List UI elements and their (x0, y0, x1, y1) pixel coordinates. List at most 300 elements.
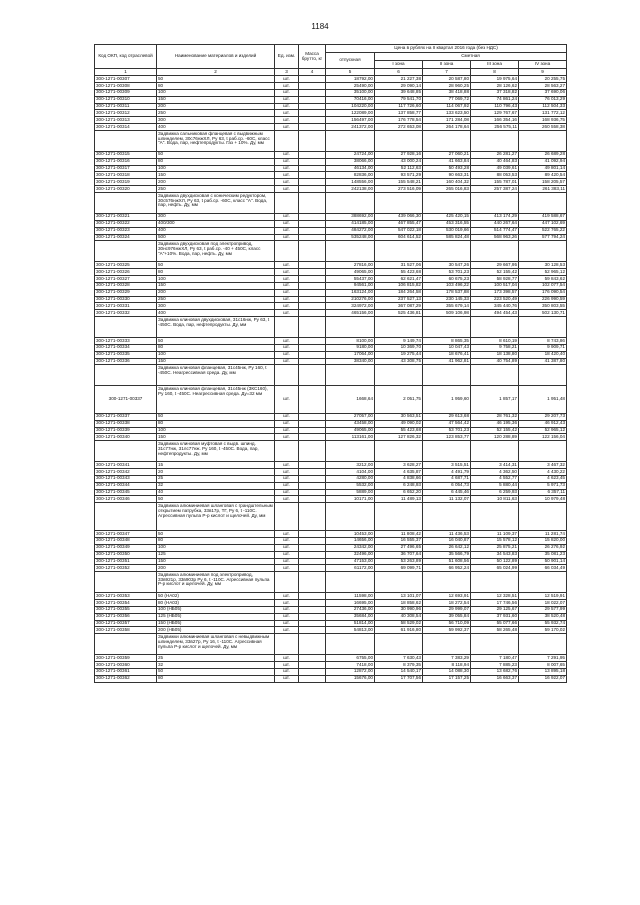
price-cell: 4 362,50 (471, 468, 519, 475)
price-cell: 32496,00 (326, 551, 375, 558)
price-cell: 24724,00 (326, 151, 375, 158)
code-cell: 300-1271-00325 (95, 262, 157, 269)
price-cell: 55 423,68 (375, 427, 423, 434)
price-cell (326, 317, 375, 338)
group-description: Задвижка двухдисковая с коническим редуктором, 30с576нжХЛ, Ру 63, t раб.ср. -60С, класс "А". Вода, пар, нефть. Ду, мм (157, 193, 275, 214)
table-row (95, 655, 567, 662)
price-cell: 17 707,56 (375, 675, 423, 682)
price-cell: 7 885,23 (471, 661, 519, 668)
price-cell: 49 039,61 (471, 165, 519, 172)
price-cell: 43 308,75 (375, 358, 423, 365)
table-row (95, 124, 567, 131)
code-cell: 300-1271-00339 (95, 427, 157, 434)
price-cell: 129 767,67 (471, 110, 519, 117)
table-row (95, 613, 567, 620)
price-cell: 76 013,29 (519, 96, 567, 103)
group-header-row (95, 441, 567, 462)
price-cell: 257 387,24 (471, 186, 519, 193)
price-cell: 465156,00 (326, 310, 375, 317)
name-cell: 50 (НА02) (157, 592, 275, 599)
price-cell: 106 815,82 (375, 282, 423, 289)
mass-cell (299, 661, 326, 668)
code-cell: 300-1271-00309 (95, 89, 157, 96)
price-cell: 18 858,62 (375, 599, 423, 606)
price-cell: 131 772,12 (519, 110, 567, 117)
price-cell: 31 527,06 (375, 262, 423, 269)
price-cell: 6755,00 (326, 655, 375, 662)
name-cell: 80 (157, 344, 275, 351)
price-cell (375, 634, 423, 655)
name-cell: 150 (157, 282, 275, 289)
price-cell: 15 578,12 (471, 537, 519, 544)
name-cell: 125 (НБ05) (157, 613, 275, 620)
unit-cell: шт. (275, 544, 299, 551)
price-cell: 158 205,57 (519, 179, 567, 186)
price-cell: 39 055,84 (423, 613, 471, 620)
group-description: Задвижка двухдисковая под электропривод, 30нс976нжХЛ, Ру 63, t раб.ср. -40 + 450С, класс "А"+10%. Вода, пар, нефть. Ду, мм (157, 241, 275, 262)
table-row (95, 544, 567, 551)
group-header-row (95, 503, 567, 531)
price-cell: 9 758,21 (471, 344, 519, 351)
code-cell: 300-1271-00332 (95, 310, 157, 317)
code-cell: 300-1271-00326 (95, 268, 157, 275)
price-cell: 137 858,77 (375, 110, 423, 117)
name-cell: 80 (157, 268, 275, 275)
mass-cell (299, 558, 326, 565)
unit-cell: шт. (275, 172, 299, 179)
price-cell: 156497,00 (326, 117, 375, 124)
price-cell: 440 267,64 (471, 220, 519, 227)
mass-cell (299, 275, 326, 282)
unit-cell: шт. (275, 599, 299, 606)
unit-cell: шт. (275, 151, 299, 158)
price-cell: 11 109,37 (471, 530, 519, 537)
price-cell: 90 663,31 (423, 172, 471, 179)
code-cell: 300-1271-00340 (95, 434, 157, 441)
code-cell: 300-1271-00324 (95, 234, 157, 241)
code-cell: 300-1271-00313 (95, 117, 157, 124)
price-cell: 69 099,71 (375, 565, 423, 572)
price-cell: 18 420,40 (519, 351, 567, 358)
mass-cell (299, 627, 326, 634)
price-cell: 1 959,60 (423, 386, 471, 414)
name-cell: 500 (157, 234, 275, 241)
code-cell: 300-1271-00355 (95, 606, 157, 613)
price-cell: 4 687,71 (423, 475, 471, 482)
price-cell: 65 024,99 (471, 565, 519, 572)
table-row (95, 413, 567, 420)
price-cell: 237 527,13 (375, 296, 423, 303)
price-cell: 53 701,23 (423, 268, 471, 275)
table-row (95, 296, 567, 303)
unit-cell (275, 572, 299, 593)
price-cell: 28 960,25 (423, 82, 471, 89)
name-cell: 300 (157, 213, 275, 220)
unit-cell (275, 317, 299, 338)
code-cell: 300-1271-00352 (95, 565, 157, 572)
price-cell: 114 067,92 (423, 103, 471, 110)
unit-cell: шт. (275, 89, 299, 96)
col-number: 3 (275, 69, 299, 76)
price-cell: 568 963,26 (471, 234, 519, 241)
unit-cell: шт. (275, 268, 299, 275)
mass-cell (299, 599, 326, 606)
mass-cell (299, 675, 326, 682)
price-cell: 29 999,07 (423, 606, 471, 613)
unit-cell: шт. (275, 496, 299, 503)
price-cell: 51 608,56 (423, 558, 471, 565)
price-cell: 18 138,80 (471, 351, 519, 358)
price-cell: 38 520,48 (519, 613, 567, 620)
price-cell: 350 803,55 (519, 303, 567, 310)
name-cell: 50 (157, 530, 275, 537)
price-cell: 104220,00 (326, 103, 375, 110)
table-row (95, 186, 567, 193)
price-cell: 41 387,80 (519, 358, 567, 365)
price-cell: 55 932,74 (519, 620, 567, 627)
unit-cell: шт. (275, 96, 299, 103)
mass-cell (299, 268, 326, 275)
code-cell (95, 365, 157, 386)
name-cell: 50 (157, 668, 275, 675)
price-cell (423, 317, 471, 338)
price-cell: 55437,00 (326, 275, 375, 282)
group-description: Задвижка алюминиевая под электропривод, 33в921р, 33в903р Ру 6, t -110С. Агрессивная пульпа Р-р кислот и щелочей. Ду, мм (157, 572, 275, 593)
name-cell: 150 (157, 172, 275, 179)
mass-cell (299, 296, 326, 303)
unit-cell: шт. (275, 530, 299, 537)
name-cell: 150 (НБ05) (157, 620, 275, 627)
unit-cell: шт. (275, 592, 299, 599)
price-cell: 261 383,11 (519, 186, 567, 193)
price-cell: 16 555,37 (375, 537, 423, 544)
price-cell (519, 241, 567, 262)
table-row (95, 82, 567, 89)
price-cell: 13 101,07 (375, 592, 423, 599)
price-cell: 447 102,69 (519, 220, 567, 227)
unit-cell: шт. (275, 475, 299, 482)
mass-cell (299, 462, 326, 469)
unit-cell: шт. (275, 386, 299, 414)
mass-cell (299, 89, 326, 96)
price-cell (375, 503, 423, 531)
price-cell: 58 265,48 (471, 627, 519, 634)
unit-cell: шт. (275, 82, 299, 89)
unit-cell (275, 634, 299, 655)
mass-cell (299, 262, 326, 269)
price-cell: 41 663,84 (423, 158, 471, 165)
name-cell: 50 (157, 151, 275, 158)
price-cell (471, 317, 519, 338)
mass-cell (299, 489, 326, 496)
col-number: 2 (157, 69, 275, 76)
price-cell: 535248,00 (326, 234, 375, 241)
code-cell: 300-1271-00323 (95, 227, 157, 234)
unit-cell (275, 193, 299, 214)
price-cell: 355 679,14 (423, 303, 471, 310)
price-cell: 10171,00 (326, 496, 375, 503)
price-cell: 50 493,28 (423, 165, 471, 172)
price-cell (423, 572, 471, 593)
price-cell (326, 503, 375, 531)
price-cell: 56 710,09 (423, 620, 471, 627)
price-cell (326, 193, 375, 214)
price-cell: 5 971,73 (519, 482, 567, 489)
unit-cell: шт. (275, 337, 299, 344)
unit-cell: шт. (275, 537, 299, 544)
price-cell: 176 778,54 (375, 117, 423, 124)
mass-cell (299, 158, 326, 165)
table-row (95, 537, 567, 544)
price-cell: 184 264,58 (375, 289, 423, 296)
price-cell: 18792,00 (326, 76, 375, 83)
price-cell: 388692,00 (326, 213, 375, 220)
price-cell: 8 118,94 (423, 661, 471, 668)
price-cell: 509 106,98 (423, 310, 471, 317)
price-cell: 94561,00 (326, 282, 375, 289)
unit-cell: шт. (275, 565, 299, 572)
table-row (95, 117, 567, 124)
price-cell: 39 648,85 (375, 89, 423, 96)
name-cell: 80 (157, 420, 275, 427)
price-cell: 242138,00 (326, 186, 375, 193)
zone1-header: I зона (375, 61, 423, 69)
price-cell: 100 517,04 (471, 282, 519, 289)
price-cell: 93 571,29 (375, 172, 423, 179)
price-cell: 1668,64 (326, 386, 375, 414)
table-row (95, 220, 567, 227)
col-number: 4 (299, 69, 326, 76)
price-cell: 324972,00 (326, 303, 375, 310)
price-cell: 4280,00 (326, 475, 375, 482)
price-cell: 4 491,79 (423, 468, 471, 475)
code-cell: 300-1271-00353 (95, 592, 157, 599)
table-row (95, 262, 567, 269)
price-cell: 49065,00 (326, 268, 375, 275)
price-cell: 16 922,07 (519, 675, 567, 682)
price-cell: 13 895,18 (519, 668, 567, 675)
code-cell: 300-1271-00356 (95, 613, 157, 620)
price-cell: 11 808,42 (375, 530, 423, 537)
unit-cell: шт. (275, 296, 299, 303)
price-cell: 11598,00 (326, 592, 375, 599)
code-cell: 300-1271-00331 (95, 303, 157, 310)
price-cell: 35100,00 (326, 89, 375, 96)
price-cell: 50 901,14 (519, 558, 567, 565)
price-cell: 30 547,26 (423, 262, 471, 269)
price-cell: 4 430,22 (519, 468, 567, 475)
price-cell: 15676,00 (326, 675, 375, 682)
price-cell: 13 682,76 (471, 668, 519, 675)
code-cell: 300-1271-00329 (95, 289, 157, 296)
price-cell: 7 383,29 (423, 655, 471, 662)
price-cell (423, 193, 471, 214)
unit-cell: шт. (275, 282, 299, 289)
group-description: Задвижка алюминиевая шланговая с грандштельным открытием патрубка, 33в17р, ТГ, Ру 6, t -110С. Агрессивная пульпа Р-р кислот и щелочей. Ду, мм (157, 503, 275, 531)
table-row (95, 496, 567, 503)
name-cell: 150 (157, 558, 275, 565)
code-cell: 300-1271-00359 (95, 655, 157, 662)
unit-cell: шт. (275, 613, 299, 620)
price-cell: 9 909,71 (519, 344, 567, 351)
price-cell: 14 540,17 (375, 668, 423, 675)
price-cell: 6 652,20 (375, 489, 423, 496)
code-cell: 300-1271-00341 (95, 462, 157, 469)
code-cell (95, 441, 157, 462)
price-cell (519, 365, 567, 386)
table-row (95, 482, 567, 489)
price-cell: 103 496,22 (423, 282, 471, 289)
price-cell: 51814,00 (326, 620, 375, 627)
code-cell (95, 572, 157, 593)
name-cell: 80 (157, 675, 275, 682)
mass-cell (299, 344, 326, 351)
price-cell: 53 701,23 (423, 427, 471, 434)
price-cell: 29 090,14 (375, 82, 423, 89)
table-row (95, 275, 567, 282)
price-cell: 47 564,42 (423, 420, 471, 427)
table-row (95, 475, 567, 482)
unit-cell: шт. (275, 262, 299, 269)
price-cell: 11 436,53 (423, 530, 471, 537)
name-cell: 50 (157, 337, 275, 344)
price-cell: 166 354,16 (471, 117, 519, 124)
price-cell: 35 081,23 (519, 551, 567, 558)
name-cell: 400 (157, 124, 275, 131)
code-cell: 300-1271-00318 (95, 172, 157, 179)
group-header-row (95, 193, 567, 214)
code-cell: 300-1271-00335 (95, 351, 157, 358)
price-cell: 59 170,02 (519, 627, 567, 634)
price-cell: 14656,00 (326, 537, 375, 544)
price-cell: 29 577,99 (519, 606, 567, 613)
mass-cell (299, 530, 326, 537)
zone3-header: III зона (471, 61, 519, 69)
price-cell: 89 420,54 (519, 172, 567, 179)
group-header-row (95, 317, 567, 338)
table-row (95, 489, 567, 496)
unit-cell: шт. (275, 303, 299, 310)
price-cell: 11 281,74 (519, 530, 567, 537)
code-cell: 300-1271-00316 (95, 158, 157, 165)
price-cell: 522 765,22 (519, 227, 567, 234)
col-number: 8 (471, 69, 519, 76)
unit-cell: шт. (275, 462, 299, 469)
code-cell: 300-1271-00320 (95, 186, 157, 193)
name-cell: 50 (157, 496, 275, 503)
mass-cell (299, 282, 326, 289)
price-cell (471, 441, 519, 462)
mass-cell (299, 289, 326, 296)
table-row (95, 110, 567, 117)
code-cell: 300-1271-00327 (95, 275, 157, 282)
price-cell: 61172,00 (326, 565, 375, 572)
price-cell: 18 272,54 (423, 599, 471, 606)
price-cell: 12 693,91 (423, 592, 471, 599)
table-row (95, 599, 567, 606)
group-description: Задвижки алюминиевая шланговая с невыдвижным шпинделем, 33в27р, Ру 16, t -110С. Агрессивная пульпа Р-р кислот и щелочей. Ду, мм (157, 634, 275, 655)
price-cell: 9180,00 (326, 344, 375, 351)
price-cell: 20 587,80 (423, 76, 471, 83)
name-cell: Задвижка клиновая фланцевая, 31с45нж (ЗКС160), Ру 160, t -450С. Неагрессивная среда. Ду=32 мм (157, 386, 275, 414)
code-cell: 300-1271-00347 (95, 530, 157, 537)
col-number: 5 (326, 69, 375, 76)
mass-cell (299, 496, 326, 503)
price-cell: 46 912,43 (519, 420, 567, 427)
unit-cell: шт. (275, 227, 299, 234)
price-cell (471, 503, 519, 531)
price-cell: 37 690,06 (519, 89, 567, 96)
price-cell: 29 125,67 (471, 606, 519, 613)
price-cell: 112 504,33 (519, 103, 567, 110)
price-cell: 11 132,07 (423, 496, 471, 503)
price-cell: 26 281,27 (471, 151, 519, 158)
unit-cell: шт. (275, 427, 299, 434)
price-cell: 35684,00 (326, 613, 375, 620)
price-cell: 413 174,29 (471, 213, 519, 220)
price-cell: 66 034,49 (519, 565, 567, 572)
name-cell: 125 (157, 551, 275, 558)
mass-cell (299, 241, 326, 262)
price-cell (423, 441, 471, 462)
mass-cell (299, 76, 326, 83)
price-cell: 6 445,46 (423, 489, 471, 496)
code-cell: 300-1271-00344 (95, 482, 157, 489)
price-cell: 29 667,95 (471, 262, 519, 269)
name-cell: 50 (157, 262, 275, 269)
price-cell: 60 675,23 (423, 275, 471, 282)
price-cell: 367 087,29 (375, 303, 423, 310)
price-cell: 122 156,04 (519, 434, 567, 441)
price-cell: 49065,00 (326, 427, 375, 434)
mass-cell (299, 386, 326, 414)
price-cell: 7 291,95 (519, 655, 567, 662)
table-row (95, 358, 567, 365)
price-cell: 5532,00 (326, 482, 375, 489)
mass-cell (299, 572, 326, 593)
zone2-header: II зона (423, 61, 471, 69)
table-row (95, 179, 567, 186)
mass-cell (299, 620, 326, 627)
price-cell: 6 054,73 (423, 482, 471, 489)
mass-cell (299, 565, 326, 572)
price-cell: 82836,00 (326, 172, 375, 179)
group-description: Задвижка клиновая двухдисковая, 31с16нж, Ру 63, t -450С. Вода, пар, нефтепродукты. Ду, мм (157, 317, 275, 338)
col-estimate-header: Сметная (375, 53, 567, 61)
mass-cell (299, 668, 326, 675)
table-row (95, 351, 567, 358)
price-cell: 230 145,33 (423, 296, 471, 303)
price-cell: 133 623,50 (423, 110, 471, 117)
price-cell: 18 022,07 (519, 599, 567, 606)
price-cell (375, 317, 423, 338)
price-cell: 25 875,21 (471, 544, 519, 551)
col-number: 9 (519, 69, 567, 76)
unit-cell: шт. (275, 620, 299, 627)
price-cell: 28 563,27 (519, 82, 567, 89)
name-cell: 100 (НБ05) (157, 606, 275, 613)
table-row (95, 151, 567, 158)
mass-cell (299, 124, 326, 131)
name-cell: 50 (157, 76, 275, 83)
price-cell: 26 276,92 (519, 544, 567, 551)
unit-cell: шт. (275, 468, 299, 475)
mass-cell (299, 434, 326, 441)
mass-cell (299, 655, 326, 662)
code-cell: 300-1271-00312 (95, 110, 157, 117)
price-cell (326, 441, 375, 462)
price-cell: 3 628,27 (375, 462, 423, 469)
